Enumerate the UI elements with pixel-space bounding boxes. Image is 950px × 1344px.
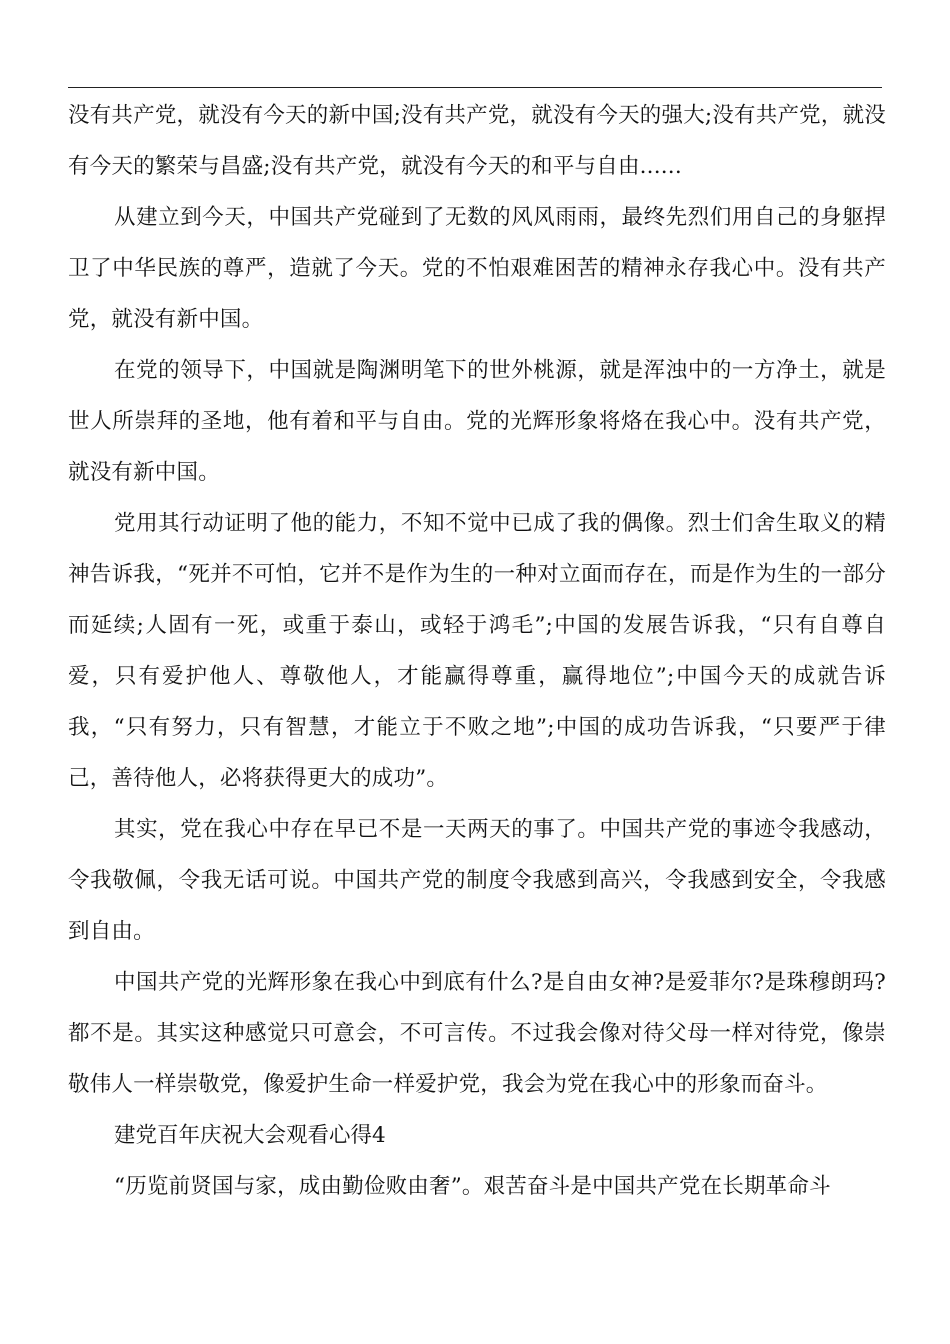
section-heading: 建党百年庆祝大会观看心得4 — [114, 1123, 386, 1148]
paragraph-3: 在党的领导下，中国就是陶渊明笔下的世外桃源，就是浑浊中的一方净土，就是世人所崇拜的圣地，他有着和平与自由。党的光辉形象将烙在我心中。没有共产党，就没有新中国。 — [68, 358, 886, 485]
paragraph-5: 其实，党在我心中存在早已不是一天两天的事了。中国共产党的事迹令我感动，令我敬佩，令我无话可说。中国共产党的制度令我感到高兴，令我感到安全，令我感到自由。 — [68, 817, 886, 944]
paragraph-1: 没有共产党，就没有今天的新中国;没有共产党，就没有今天的强大;没有共产党，就没有今天的繁荣与昌盛;没有共产党，就没有今天的和平与自由...... — [68, 103, 886, 179]
document-body — [68, 90, 886, 1212]
header-rule — [68, 87, 882, 88]
paragraph-7: “历览前贤国与家，成由勤俭败由奢”。艰苦奋斗是中国共产党在长期革命斗 — [114, 1174, 831, 1199]
paragraph-4: 党用其行动证明了他的能力，不知不觉中已成了我的偶像。烈士们舍生取义的精神告诉我，“死并不可怕，它并不是作为生的一种对立面而存在，而是作为生的一部分而延续;人固有一死，或重于泰山，或轻于鸿毛”;中国的发展告诉我，“只有自尊自爱，只有爱护他人、尊敬他人，才能赢得尊重，赢得地位”;中国今天的成就告诉我，“只有努力，只有智慧，才能立于不败之地”;中国的成功告诉我，“只要严于律己，善待他人，必将获得更大的成功”。 — [68, 511, 886, 791]
paragraph-2: 从建立到今天，中国共产党碰到了无数的风风雨雨，最终先烈们用自己的身躯捍卫了中华民族的尊严，造就了今天。党的不怕艰难困苦的精神永存我心中。没有共产党，就没有新中国。 — [68, 205, 886, 332]
paragraph-6: 中国共产党的光辉形象在我心中到底有什么?是自由女神?是爱菲尔?是珠穆朗玛?都不是。其实这种感觉只可意会，不可言传。不过我会像对待父母一样对待党，像崇敬伟人一样崇敬党，像爱护生命一样爱护党，我会为党在我心中的形象而奋斗。 — [68, 970, 886, 1097]
